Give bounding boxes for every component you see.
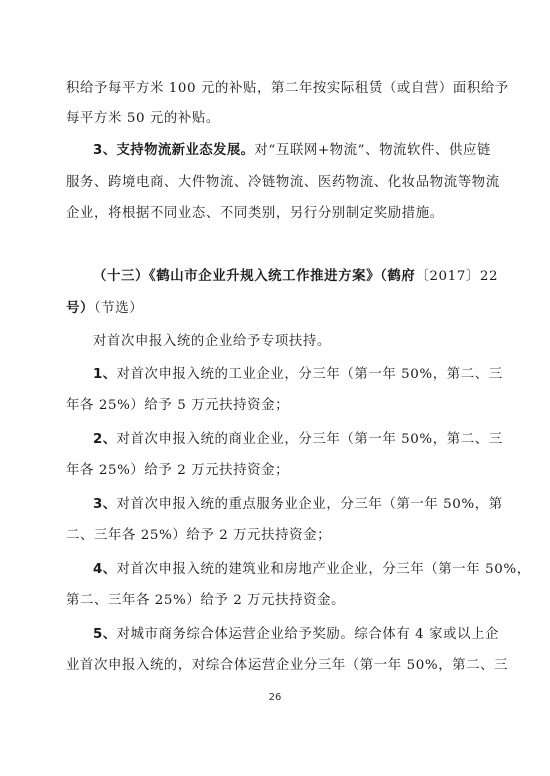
intro-text: 对首次申报入统的企业给予专项扶持。	[93, 334, 331, 349]
list-item-3-line-1	[93, 496, 503, 514]
paragraph-b-line-2: 服务、跨境电商、大件物流、冷链物流、医药物流、化妆品物流等物流	[66, 175, 500, 190]
list-item-2-line-1	[93, 431, 503, 449]
list-item-number: 2、	[93, 432, 117, 447]
section-heading-number-suffix: 号）	[66, 301, 94, 316]
section-heading-line-1	[93, 268, 499, 286]
list-item-4-line-1	[93, 561, 531, 579]
list-item-text: 对首次申报入统的建筑业和房地产业企业，分三年（第一年 50%，	[116, 562, 531, 577]
list-item-4-line-2: 第二、三年各 25%）给予 2 万元扶持资金。	[66, 593, 346, 608]
list-item-1-line-2: 年各 25%）给予 5 万元扶持资金；	[66, 398, 290, 413]
paragraph-a-line-2: 每平方米 50 元的补贴。	[66, 111, 220, 126]
section-title: 《鹤山市企业升规入统工作推进方案》（鹤府	[148, 269, 416, 284]
list-item-2-line-2: 年各 25%）给予 2 万元扶持资金；	[66, 463, 290, 478]
paragraph-a-line-1: 积给予每平方米 100 元的补贴，第二年按实际租赁（或自营）面积给予	[66, 81, 509, 96]
paragraph-b-lead: 3、支持物流新业态发展。	[93, 143, 255, 158]
list-item-1-line-1	[93, 366, 503, 384]
paragraph-b-line-1	[93, 142, 490, 160]
document-code: 〔2017〕22	[415, 269, 499, 284]
list-item-5-line-1	[93, 626, 500, 644]
paragraph-b-line-1-rest: 对“互联网+物流”、物流软件、供应链	[254, 143, 491, 158]
list-item-3-line-2: 二、三年各 25%）给予 2 万元扶持资金；	[66, 528, 332, 543]
list-item-number: 4、	[93, 562, 117, 577]
list-item-text: 对城市商务综合体运营企业给予奖励。综合体有 4 家或以上企	[116, 627, 500, 642]
list-item-number: 1、	[93, 367, 117, 382]
list-item-5-line-2: 业首次申报入统的，对综合体运营企业分三年（第一年 50%，第二、三	[66, 658, 509, 673]
list-item-text: 对首次申报入统的工业企业，分三年（第一年 50%，第二、三	[116, 367, 503, 382]
section-heading-line-2	[66, 300, 490, 318]
page-number: 26	[268, 692, 282, 703]
excerpt-note: （节选）	[93, 301, 144, 316]
section-number: （十三）	[93, 269, 149, 284]
list-item-text: 对首次申报入统的商业企业，分三年（第一年 50%，第二、三	[116, 432, 503, 447]
paragraph-b-line-3: 企业，将根据不同业态、不同类别，另行分别制定奖励措施。	[66, 206, 444, 221]
list-item-number: 5、	[93, 627, 117, 642]
list-item-number: 3、	[93, 497, 117, 512]
list-item-text: 对首次申报入统的重点服务业企业，分三年（第一年 50%，第	[116, 497, 503, 512]
